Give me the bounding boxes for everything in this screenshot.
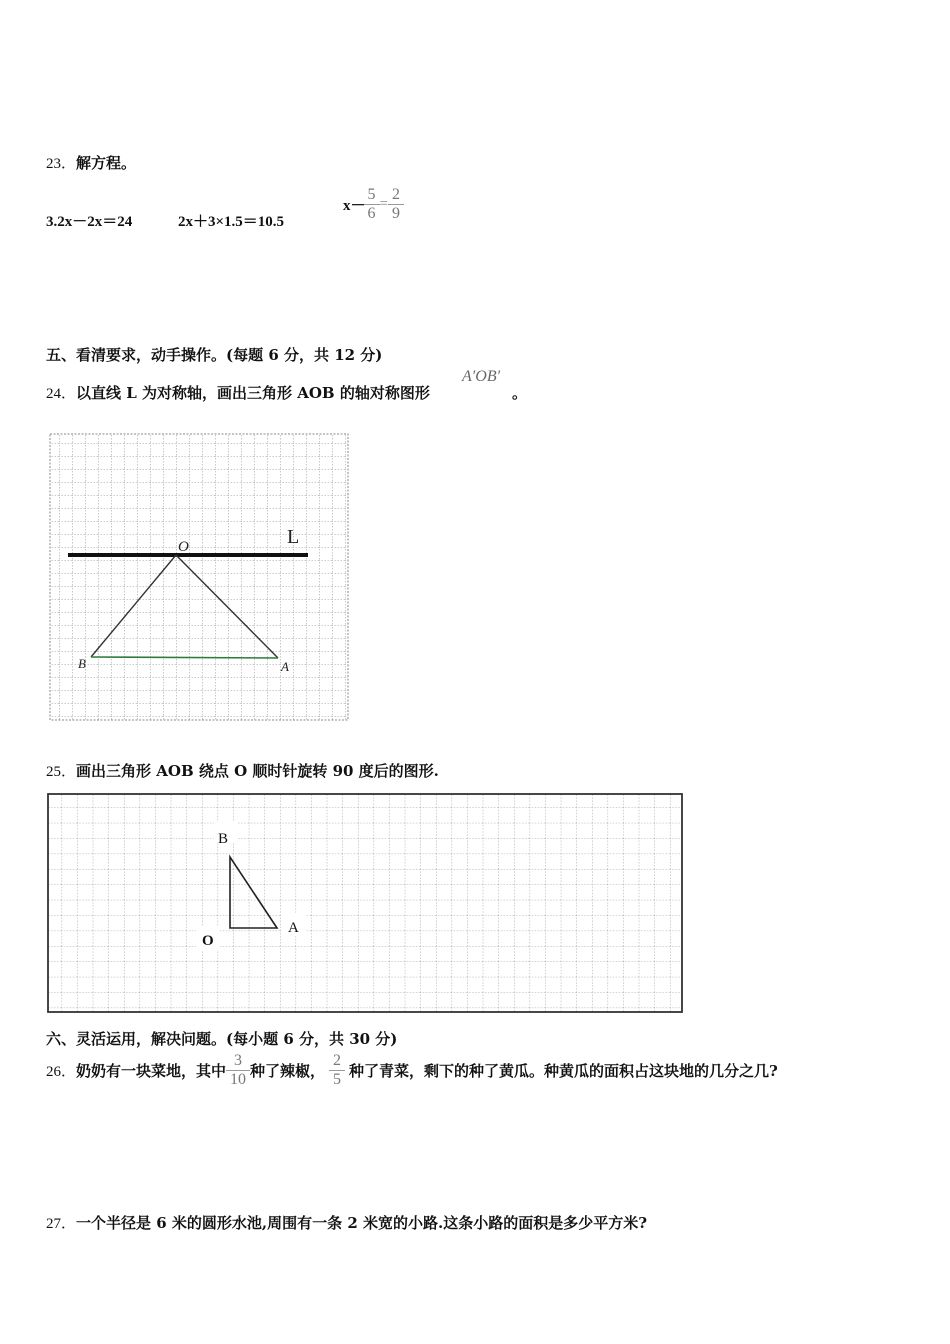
fraction-2-5 [331,1052,343,1089]
question-25 [46,760,439,781]
question-text: 一个半径是 6 米的圆形水池,周围有一条 2 米宽的小路.这条小路的面积是多少平方米? [76,1214,648,1232]
fraction-denominator: 5 [333,1071,342,1088]
fraction-denominator: 10 [230,1071,247,1088]
label-O: O [178,539,189,555]
period: 。 [512,384,528,402]
question-text: 以直线 L 为对称轴，画出三角形 AOB 的轴对称图形 [76,384,430,402]
section-6-title: 六、灵活运用，解决问题。(每小题 6 分，共 30 分) [46,1030,398,1048]
symbol-aob-prime: A′OB′ [462,368,501,385]
fraction-numerator: 2 [391,186,400,203]
grid-background [48,794,682,1012]
question-text-part-1: 奶奶有一块菜地，其中 [76,1062,227,1080]
label-A: A [281,659,289,674]
equation-3-prefix: x－ [343,198,366,214]
question-number: 27． [46,1216,77,1232]
question-number: 25． [46,764,77,780]
fraction-numerator: 5 [367,186,376,203]
equation-1: 3.2x－2x＝24 [46,214,133,230]
fraction-2-9 [390,186,402,223]
equation-2: 2x＋3×1.5＝10.5 [178,214,285,230]
equation-3 [343,186,402,223]
label-B: B [218,831,229,847]
question-text-part-3: 种了青菜，剩下的种了黄瓜。种黄瓜的面积占这块地的几分之几? [349,1062,778,1080]
fraction-denominator: 9 [391,205,400,222]
fraction-3-10 [228,1052,248,1089]
section-5-title: 五、看清要求，动手操作。(每题 6 分，共 12 分) [46,346,383,364]
question-number: 26． [46,1064,77,1080]
question-number: 24． [46,386,77,402]
fraction-numerator: 2 [333,1052,342,1069]
label-A: A [288,920,299,936]
figure-25-grid [46,792,686,1016]
fraction-5-6 [366,186,378,223]
question-24 [46,382,430,403]
figure-24-grid [46,430,352,724]
segment-BA [91,657,278,658]
label-O: O [202,933,214,949]
grid-background [50,434,348,720]
fraction-denominator: 6 [367,205,376,222]
question-text-part-2: 种了辣椒， [250,1062,326,1080]
equals-sign: = [379,196,388,212]
question-title: 解方程。 [76,154,137,172]
question-26 [46,1052,778,1089]
label-L: L [287,526,300,548]
question-23 [46,152,136,173]
question-27 [46,1212,647,1233]
question-number: 23． [46,156,77,172]
question-text: 画出三角形 AOB 绕点 O 顺时针旋转 90 度后的图形. [76,762,439,780]
label-B: B [78,656,86,671]
fraction-numerator: 3 [234,1052,243,1069]
